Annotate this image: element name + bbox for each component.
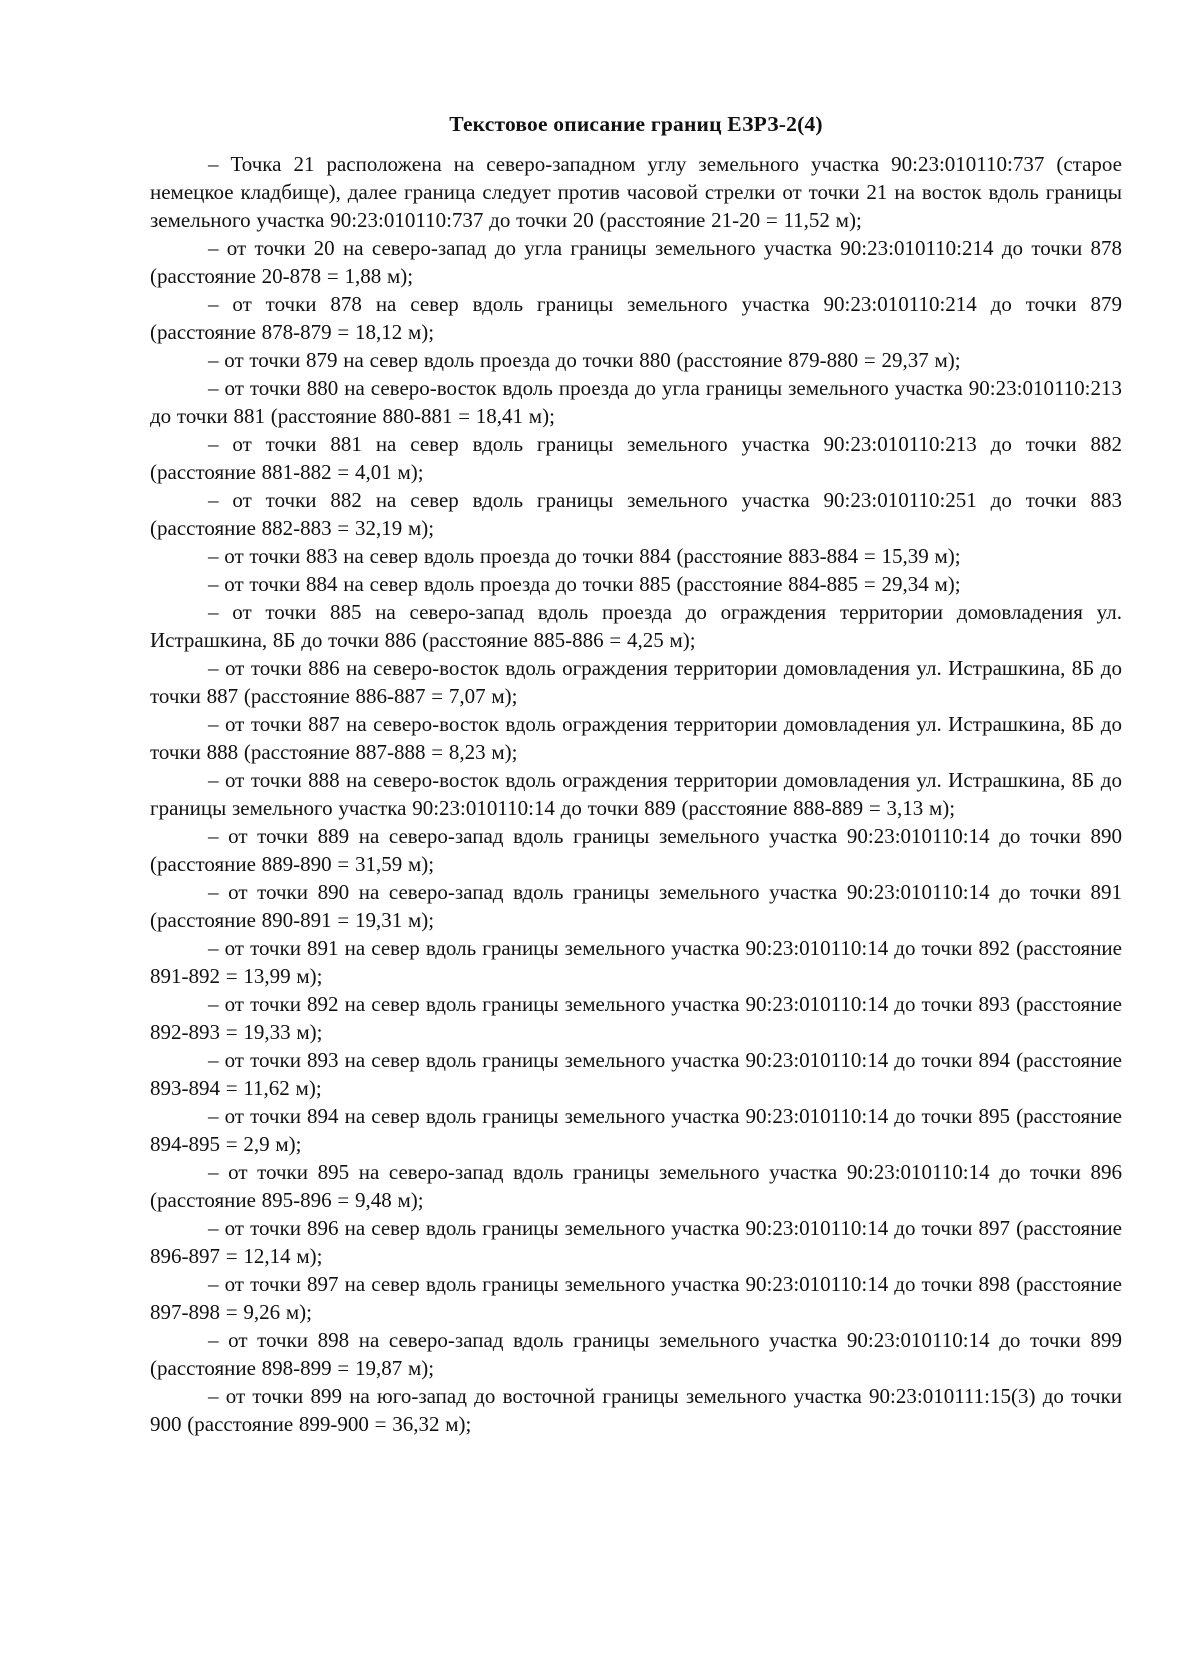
document-title: Текстовое описание границ ЕЗРЗ-2(4) [449,112,823,136]
boundary-paragraph: – от точки 898 на северо-запад вдоль границы земельного участка 90:23:010110:14 до точки 899 (расстояние 898-899 = 19,87 м); [150,1328,1122,1380]
boundary-paragraph: – Точка 21 расположена на северо-западном углу земельного участка 90:23:010110:737 (старое немецкое кладбище), далее граница следует против часовой стрелки от точки 21 на восток вдоль границы земельного участка 90:23:010110:737 до точки 20 (расстояние 21-20 = 11,52 м); [150,152,1122,232]
boundary-paragraph: – от точки 892 на север вдоль границы земельного участка 90:23:010110:14 до точки 893 (расстояние 892-893 = 19,33 м); [150,992,1122,1044]
boundary-paragraph: – от точки 882 на север вдоль границы земельного участка 90:23:010110:251 до точки 883 (расстояние 882-883 = 32,19 м); [150,488,1122,540]
boundary-paragraph: – от точки 885 на северо-запад вдоль проезда до ограждения территории домовладения ул. Истрашкина, 8Б до точки 886 (расстояние 885-886 = 4,25 м); [150,600,1122,652]
boundary-paragraph: – от точки 881 на север вдоль границы земельного участка 90:23:010110:213 до точки 882 (расстояние 881-882 = 4,01 м); [150,432,1122,484]
boundary-paragraph: – от точки 878 на север вдоль границы земельного участка 90:23:010110:214 до точки 879 (расстояние 878-879 = 18,12 м); [150,292,1122,344]
boundary-paragraph: – от точки 887 на северо-восток вдоль ограждения территории домовладения ул. Истрашкина, 8Б до точки 888 (расстояние 887-888 = 8,23 м); [150,712,1122,764]
boundary-paragraph: – от точки 880 на северо-восток вдоль проезда до угла границы земельного участка 90:23:010110:213 до точки 881 (расстояние 880-881 = 18,41 м); [150,376,1122,428]
boundary-paragraph: – от точки 889 на северо-запад вдоль границы земельного участка 90:23:010110:14 до точки 890 (расстояние 889-890 = 31,59 м); [150,824,1122,876]
boundary-paragraph: – от точки 20 на северо-запад до угла границы земельного участка 90:23:010110:214 до точки 878 (расстояние 20-878 = 1,88 м); [150,236,1122,288]
boundary-paragraph: – от точки 886 на северо-восток вдоль ограждения территории домовладения ул. Истрашкина, 8Б до точки 887 (расстояние 886-887 = 7,07 м); [150,656,1122,708]
boundary-paragraph: – от точки 895 на северо-запад вдоль границы земельного участка 90:23:010110:14 до точки 896 (расстояние 895-896 = 9,48 м); [150,1160,1122,1212]
boundary-paragraph: – от точки 884 на север вдоль проезда до точки 885 (расстояние 884-885 = 29,34 м); [208,572,961,596]
boundary-paragraph: – от точки 894 на север вдоль границы земельного участка 90:23:010110:14 до точки 895 (расстояние 894-895 = 2,9 м); [150,1104,1122,1156]
boundary-paragraph: – от точки 896 на север вдоль границы земельного участка 90:23:010110:14 до точки 897 (расстояние 896-897 = 12,14 м); [150,1216,1122,1268]
boundary-paragraph: – от точки 891 на север вдоль границы земельного участка 90:23:010110:14 до точки 892 (расстояние 891-892 = 13,99 м); [150,936,1122,988]
boundary-paragraph: – от точки 899 на юго-запад до восточной границы земельного участка 90:23:010111:15(3) до точки 900 (расстояние 899-900 = 36,32 м); [150,1384,1122,1436]
boundary-paragraph: – от точки 888 на северо-восток вдоль ограждения территории домовладения ул. Истрашкина, 8Б до границы земельного участка 90:23:010110:14 до точки 889 (расстояние 888-889 = 3,13 м); [150,768,1122,820]
boundary-paragraph: – от точки 893 на север вдоль границы земельного участка 90:23:010110:14 до точки 894 (расстояние 893-894 = 11,62 м); [150,1048,1122,1100]
document-body [150,150,1122,1438]
boundary-paragraph: – от точки 883 на север вдоль проезда до точки 884 (расстояние 883-884 = 15,39 м); [208,544,961,568]
document-page [150,110,1122,1438]
boundary-paragraph: – от точки 897 на север вдоль границы земельного участка 90:23:010110:14 до точки 898 (расстояние 897-898 = 9,26 м); [150,1272,1122,1324]
boundary-paragraph: – от точки 879 на север вдоль проезда до точки 880 (расстояние 879-880 = 29,37 м); [208,348,961,372]
boundary-paragraph: – от точки 890 на северо-запад вдоль границы земельного участка 90:23:010110:14 до точки 891 (расстояние 890-891 = 19,31 м); [150,880,1122,932]
